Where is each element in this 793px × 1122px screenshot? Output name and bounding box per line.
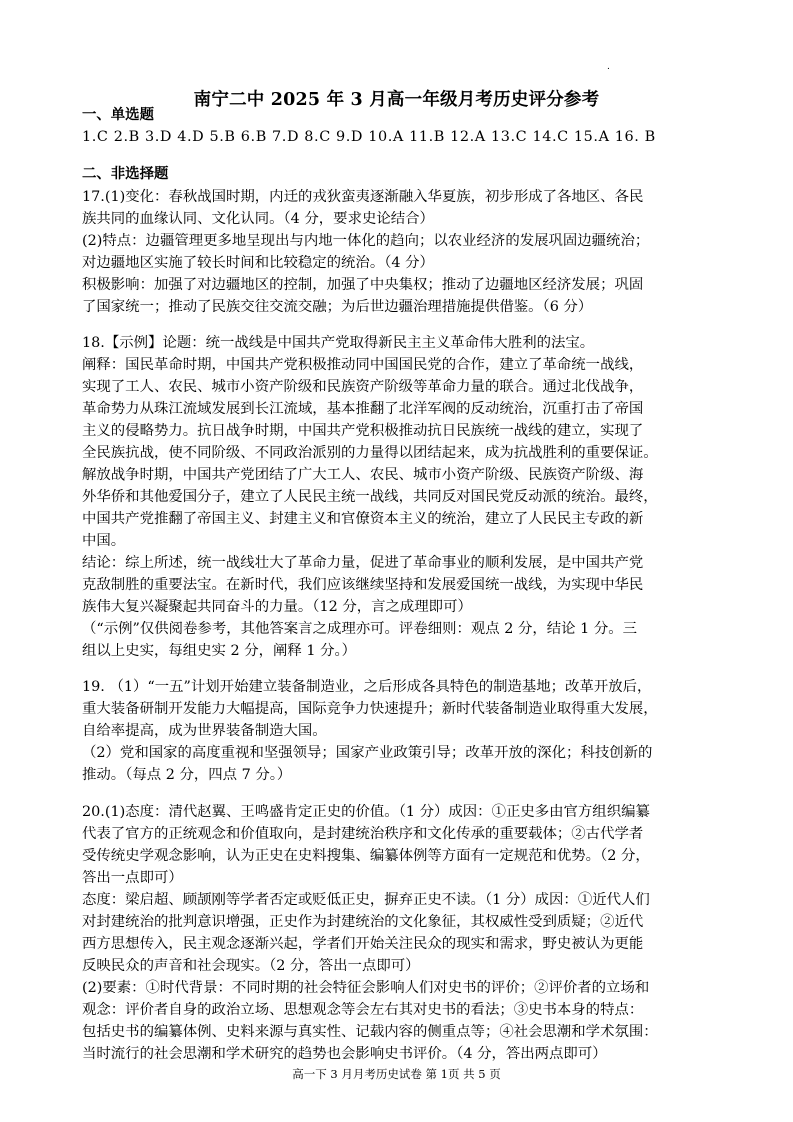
answer-line: (2)要素：①时代背景：不同时期的社会特征会影响人们对史书的评价；②评价者的立场和 — [82, 980, 650, 996]
answer-line: (2)特点：边疆管理更多地呈现出与内地一体化的趋向；以农业经济的发展巩固边疆统治； — [82, 233, 650, 249]
answer-line: 17.(1)变化：春秋战国时期，内迁的戎狄蛮夷逐渐融入华夏族，初步形成了各地区、各民 — [82, 189, 644, 205]
answer-line: 答出一点即可） — [82, 870, 183, 886]
answer-line: （2）党和国家的高度重视和坚强领导；国家产业政策引导；改革开放的深化；科技创新的 — [82, 745, 653, 761]
answer-line: 积极影响：加强了对边疆地区的控制，加强了中央集权；推动了边疆地区经济发展；巩固 — [82, 277, 644, 293]
answer-line: 克敌制胜的重要法宝。在新时代，我们应该继续坚持和发展爱国统一战线，为实现中华民 — [82, 577, 644, 593]
answer-line: 中国共产党推翻了帝国主义、封建主义和官僚资本主义的统治，建立了人民民主专政的新 — [82, 511, 644, 527]
answer-line: 受传统史学观念影响，认为正史在史料搜集、编纂体例等方面有一定规范和优势。（2 分， — [82, 848, 650, 864]
answer-line: 对边疆地区实施了较长时间和比较稳定的统治。（4 分） — [82, 255, 434, 271]
section-heading-non-choice: 二、非选择题 — [82, 165, 169, 182]
answer-line: 全民族抗战，使不同阶级、不同政治派别的力量得以团结起来，成为抗战胜利的重要保证。 — [82, 445, 658, 461]
answer-line: 反映民众的声音和社会现实。（2 分，答出一点即可） — [82, 958, 420, 974]
answer-line: 19. （1）“一五”计划开始建立装备制造业，之后形成各具特色的制造基地；改革开放后， — [82, 679, 652, 695]
answer-line: 包括史书的编纂体例、史料来源与真实性、记载内容的侧重点等；④社会思潮和学术氛围： — [82, 1024, 658, 1040]
answer-line: 当时流行的社会思潮和学术研究的趋势也会影响史书评价。（4 分，答出两点即可） — [82, 1046, 607, 1062]
answer-line: 族共同的血缘认同、文化认同。（4 分，要求史论结合） — [82, 211, 434, 227]
answer-line: 实现了工人、农民、城市小资产阶级和民族资产阶级等革命力量的联合。通过北伐战争， — [82, 379, 644, 395]
answer-line: 18.【示例】论题：统一战线是中国共产党取得新民主主义革命伟大胜利的法宝。 — [82, 335, 595, 351]
answer-line: 了国家统一；推动了民族交往交流交融；为后世边疆治理措施提供借鉴。（6 分） — [82, 299, 593, 315]
answer-line: 阐释：国民革命时期，中国共产党积极推动同中国国民党的合作，建立了革命统一战线， — [82, 357, 644, 373]
scan-dot: . — [607, 62, 610, 72]
answer-line: 结论：综上所述，统一战线壮大了革命力量，促进了革命事业的顺利发展，是中国共产党 — [82, 555, 644, 571]
answer-line: 自给率提高，成为世界装备制造大国。 — [82, 723, 327, 739]
section-heading-single-choice: 一、单选题 — [82, 106, 154, 123]
answer-line: 20.(1)态度：清代赵翼、王鸣盛肯定正史的价值。（1 分）成因：①正史多由官方组织编纂 — [82, 804, 650, 820]
answer-line: 对封建统治的批判意识增强，正史作为封建统治的文化象征，其权威性受到质疑；②近代 — [82, 914, 644, 930]
answer-line: 中国。 — [82, 533, 126, 549]
answer-line: 解放战争时期，中国共产党团结了广大工人、农民、城市小资产阶级、民族资产阶级、海 — [82, 467, 644, 483]
answer-line: 主义的侵略势力。抗日战争时期，中国共产党积极推动抗日民族统一战线的建立，实现了 — [82, 423, 644, 439]
answer-line: 革命势力从珠江流域发展到长江流域，基本推翻了北洋军阀的反动统治，沉重打击了帝国 — [82, 401, 644, 417]
answer-line: 西方思想传入，民主观念逐渐兴起，学者们开始关注民众的现实和需求，野史被认为更能 — [82, 936, 644, 952]
answer-line: 族伟大复兴凝聚起共同奋斗的力量。（12 分，言之成理即可） — [82, 599, 472, 615]
answer-line: 观念：评价者自身的政治立场、思想观念等会左右其对史书的看法；③史书本身的特点： — [82, 1002, 644, 1018]
answer-line: 代表了官方的正统观念和价值取向，是封建统治秩序和文化传承的重要载体；②古代学者 — [82, 826, 644, 842]
page-title: 南宁二中 2025 年 3 月高一年级月考历史评分参考 — [193, 90, 600, 110]
single-choice-answers: 1.C 2.B 3.D 4.D 5.B 6.B 7.D 8.C 9.D 10.A 11.B 12.A 13.C 14.C 15.A 16. B — [82, 129, 656, 145]
answer-line: 重大装备研制开发能力大幅提高，国际竞争力快速提升；新时代装备制造业取得重大发展， — [82, 701, 658, 717]
answer-line: （“示例”仅供阅卷参考，其他答案言之成理亦可。评卷细则：观点 2 分，结论 1 分。三 — [82, 621, 637, 637]
answer-line: 组以上史实，每组史实 2 分，阐释 1 分。） — [82, 643, 357, 659]
answer-line: 推动。（每点 2 分，四点 7 分。） — [82, 767, 292, 783]
answer-line: 态度：梁启超、顾颉刚等学者否定或贬低正史，摒弃正史不读。（1 分）成因：①近代人们 — [82, 892, 650, 908]
answer-line: 外华侨和其他爱国分子，建立了人民民主统一战线，共同反对国民党反动派的统治。最终， — [82, 489, 658, 505]
page-footer: 高一下 3 月月考历史试卷 第 1页 共 5 页 — [292, 1067, 501, 1081]
